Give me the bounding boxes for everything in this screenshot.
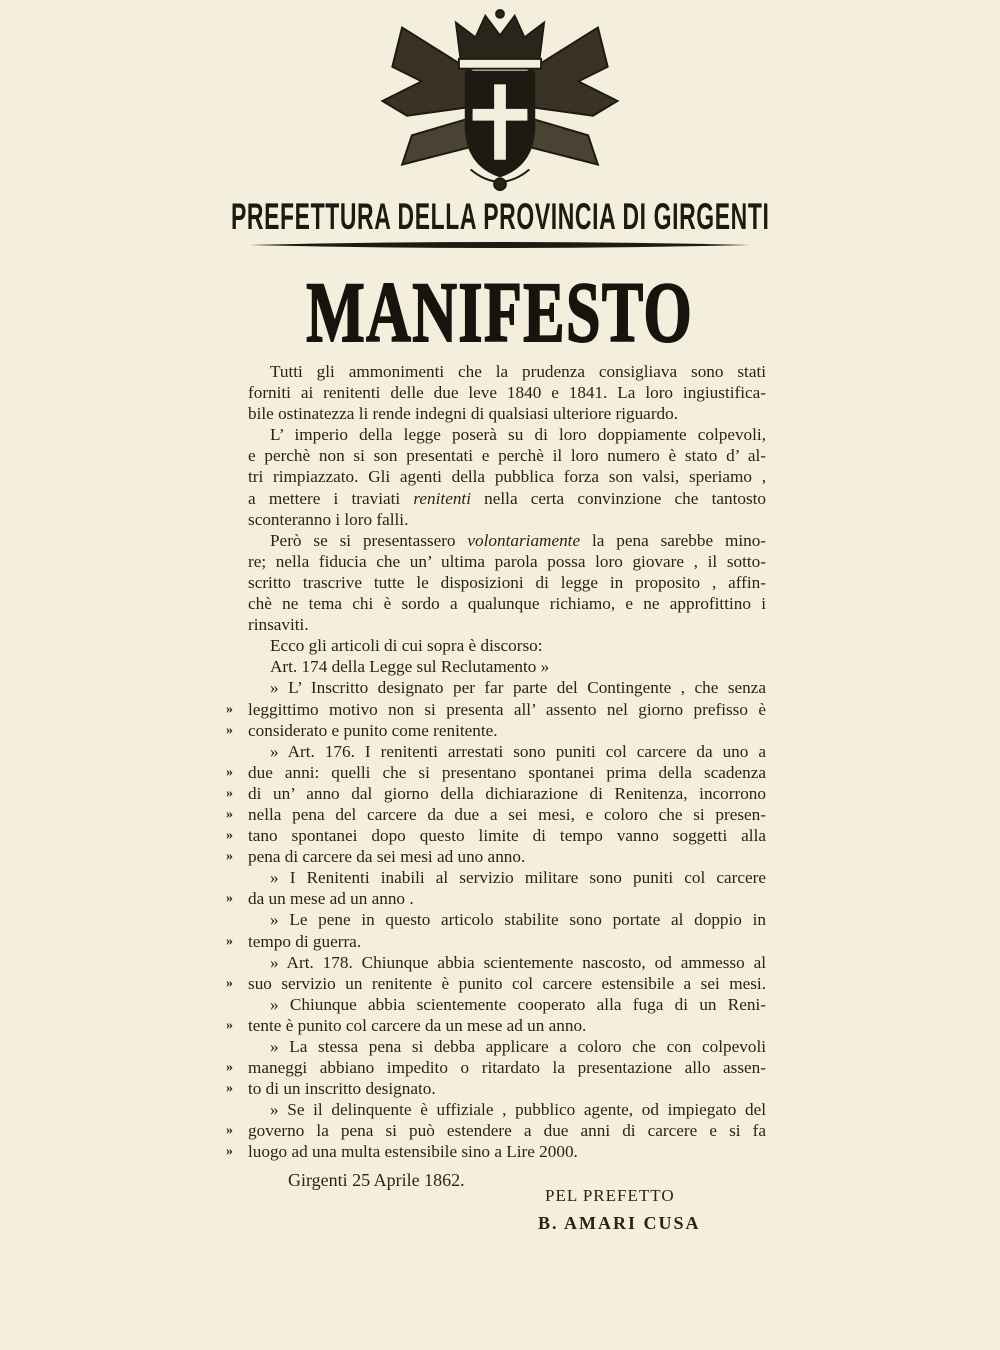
text-line (248, 530, 766, 551)
text-line (248, 656, 766, 677)
italic-term: volontariamente (467, 530, 581, 550)
line-text (248, 382, 766, 403)
line-text (248, 762, 766, 783)
quote-mark: » (226, 849, 233, 865)
line-text-part: Tutti gli ammonimenti che la prudenza consigliava sono stati (270, 362, 766, 381)
line-text-part: » Art. 176. I renitenti arrestati sono puniti col carcere da uno a (270, 741, 766, 761)
line-text-part: leggittimo motivo non si presenta all’ assento nel giorno prefisso è (248, 699, 766, 719)
text-line (248, 1036, 766, 1057)
line-text-part: » Se il delinquente è uffiziale , pubblico agente, od impiegato del (270, 1100, 766, 1120)
line-text-part: Ecco gli articoli di cui sopra è discorso: (270, 636, 543, 656)
line-text (270, 677, 766, 698)
line-text (270, 1099, 766, 1120)
line-text-part: » Chiunque abbia scientemente cooperato alla fuga di un Reni- (270, 994, 766, 1014)
line-text (248, 825, 766, 846)
line-text-part: la pena sarebbe mino- (580, 530, 767, 550)
text-line (248, 361, 766, 382)
line-text-part: chè ne tema chi è sordo a qualunque richiamo, e ne approfittino i (248, 594, 766, 614)
line-text-part: maneggi abbiano impedito o ritardato la presentazione allo assen- (248, 1058, 766, 1078)
line-text (270, 741, 766, 762)
line-text-part: due anni: quelli che si presentano spontanei prima della scadenza (248, 762, 766, 782)
line-text (248, 466, 766, 487)
text-line (248, 952, 766, 973)
line-text (248, 804, 766, 825)
text-line (226, 825, 766, 846)
line-text-part: Però se si presentassero (270, 530, 468, 550)
quote-mark: » (226, 1081, 233, 1097)
line-text-part: tri rimpiazzato. Gli agenti della pubblica forza son valsi, speriamo , (248, 467, 766, 487)
text-line (226, 1015, 766, 1036)
line-text (248, 1078, 766, 1099)
title-text: MANIFESTO (306, 264, 694, 360)
line-text (248, 593, 766, 614)
text-line (248, 403, 766, 424)
line-text-part: » Le pene in questo articolo stabilite sono portate al doppio in (270, 910, 766, 930)
quote-mark: » (226, 806, 233, 822)
line-text (270, 994, 766, 1015)
prefecture-header (0, 198, 1000, 236)
italic-term: renitenti (413, 488, 471, 508)
line-text (248, 572, 766, 593)
quote-mark: » (226, 701, 233, 717)
line-text (248, 488, 766, 509)
line-text-part: suo servizio un renitente è punito col carcere estensibile a sei mesi. (248, 973, 766, 993)
line-text (248, 1141, 766, 1162)
text-line (226, 699, 766, 720)
text-line (248, 488, 766, 509)
line-text (248, 888, 766, 909)
quote-mark: » (226, 1123, 233, 1139)
text-line (248, 635, 766, 656)
line-text-part: da un mese ad un anno . (248, 889, 414, 909)
text-line (248, 466, 766, 487)
line-text-part: nella certa convinzione che tantosto (470, 488, 766, 508)
text-line (248, 572, 766, 593)
text-line (226, 762, 766, 783)
text-line (248, 509, 766, 530)
signature-label: PEL PREFETTO (545, 1186, 675, 1205)
text-line (226, 1120, 766, 1141)
text-line (248, 445, 766, 466)
line-text-part: governo la pena si può estendere a due anni di carcere e si fa (248, 1121, 766, 1141)
quote-mark: » (226, 1060, 233, 1076)
quote-mark: » (226, 933, 233, 949)
text-line (226, 1078, 766, 1099)
line-text-part: » I Renitenti inabili al servizio militare sono puniti col carcere (270, 868, 766, 888)
line-text (248, 1057, 766, 1078)
text-line (226, 720, 766, 741)
coat-of-arms-emblem (360, 8, 640, 194)
line-text-part: sconteranno i loro falli. (248, 509, 409, 529)
text-line (248, 1099, 766, 1120)
line-text (248, 931, 766, 952)
line-text (270, 952, 766, 973)
text-line (248, 593, 766, 614)
line-text-part: considerato e punito come renitente. (248, 720, 498, 740)
quote-mark: » (226, 828, 233, 844)
line-text-part: a mettere i traviati (248, 488, 414, 508)
text-line (226, 973, 766, 994)
line-text (270, 361, 766, 382)
quote-mark: » (226, 1017, 233, 1033)
text-line (248, 677, 766, 698)
line-text (248, 1015, 766, 1036)
line-text (248, 445, 766, 466)
line-text-part: rinsaviti. (248, 615, 309, 635)
line-text (270, 1036, 766, 1057)
line-text-part: tente è punito col carcere da un mese ad un anno. (248, 1015, 587, 1035)
line-text (270, 909, 766, 930)
date-line: Girgenti 25 Aprile 1862. (288, 1170, 465, 1190)
text-line (226, 804, 766, 825)
line-text (248, 614, 766, 635)
line-text-part: bile ostinatezza li rende indegni di qualsiasi ulteriore riguardo. (248, 404, 679, 424)
document-title (0, 264, 1000, 360)
line-text-part: Art. 174 della Legge sul Reclutamento » (270, 657, 550, 677)
line-text (270, 867, 766, 888)
line-text (248, 699, 766, 720)
manifesto-body (226, 361, 767, 1163)
line-text-part: to di un inscritto designato. (248, 1079, 436, 1099)
line-text (270, 530, 766, 551)
line-text (248, 551, 766, 572)
line-text (270, 424, 766, 445)
text-line (226, 846, 766, 867)
line-text-part: di un’ anno dal giorno della dichiarazione di Renitenza, incorrono (248, 783, 766, 803)
line-text (248, 846, 766, 867)
line-text-part: e perchè non si son presentati e perchè il loro numero è stato d’ al- (248, 446, 766, 466)
text-line (248, 614, 766, 635)
text-line (226, 931, 766, 952)
line-text-part: forniti ai renitenti delle due leve 1840 e 1841. La loro ingiustifica- (248, 383, 766, 403)
line-text-part: tano spontanei dopo questo limite di tempo vanno soggetti alla (248, 826, 766, 846)
line-text (270, 656, 766, 677)
line-text (248, 973, 766, 994)
line-text (248, 720, 766, 741)
signature-name: B. AMARI CUSA (538, 1213, 701, 1233)
text-line (248, 867, 766, 888)
line-text (270, 635, 766, 656)
quote-mark: » (226, 891, 233, 907)
line-text (248, 1120, 766, 1141)
line-text-part: scritto trascrive tutte le disposizioni di legge in proposito , affin- (248, 572, 766, 592)
text-line (248, 424, 766, 445)
quote-mark: » (226, 785, 233, 801)
line-text-part: re; nella fiducia che un’ ultima parola possa loro giovare , il sotto- (248, 551, 766, 571)
quote-mark: » (226, 1144, 233, 1160)
text-line (226, 783, 766, 804)
text-line (248, 909, 766, 930)
line-text-part: » La stessa pena si debba applicare a coloro che con colpevoli (270, 1037, 766, 1056)
text-line (226, 1141, 766, 1162)
line-text-part: luogo ad una multa estensibile sino a Lire 2000. (248, 1142, 578, 1162)
quote-mark: » (226, 764, 233, 780)
line-text (248, 509, 766, 530)
line-text (248, 403, 766, 424)
text-line (248, 551, 766, 572)
quote-mark: » (226, 722, 233, 738)
decorative-rule (250, 239, 750, 251)
quote-mark: » (226, 975, 233, 991)
text-line (226, 1057, 766, 1078)
text-line (248, 741, 766, 762)
line-text (248, 783, 766, 804)
text-line (248, 382, 766, 403)
line-text-part: pena di carcere da sei mesi ad uno anno. (248, 847, 526, 867)
header-text: PREFETTURA DELLA PROVINCIA DI GIRGENTI (230, 196, 770, 237)
line-text-part: tempo di guerra. (248, 931, 362, 951)
text-line (248, 994, 766, 1015)
line-text-part: » L’ Inscritto designato per far parte del Contingente , che senza (270, 678, 766, 698)
line-text-part: L’ imperio della legge poserà su di loro doppiamente colpevoli, (270, 425, 766, 445)
line-text-part: nella pena del carcere da due a sei mesi, e coloro che si presen- (248, 804, 766, 824)
line-text-part: » Art. 178. Chiunque abbia scientemente nascosto, od ammesso al (270, 952, 766, 972)
text-line (226, 888, 766, 909)
